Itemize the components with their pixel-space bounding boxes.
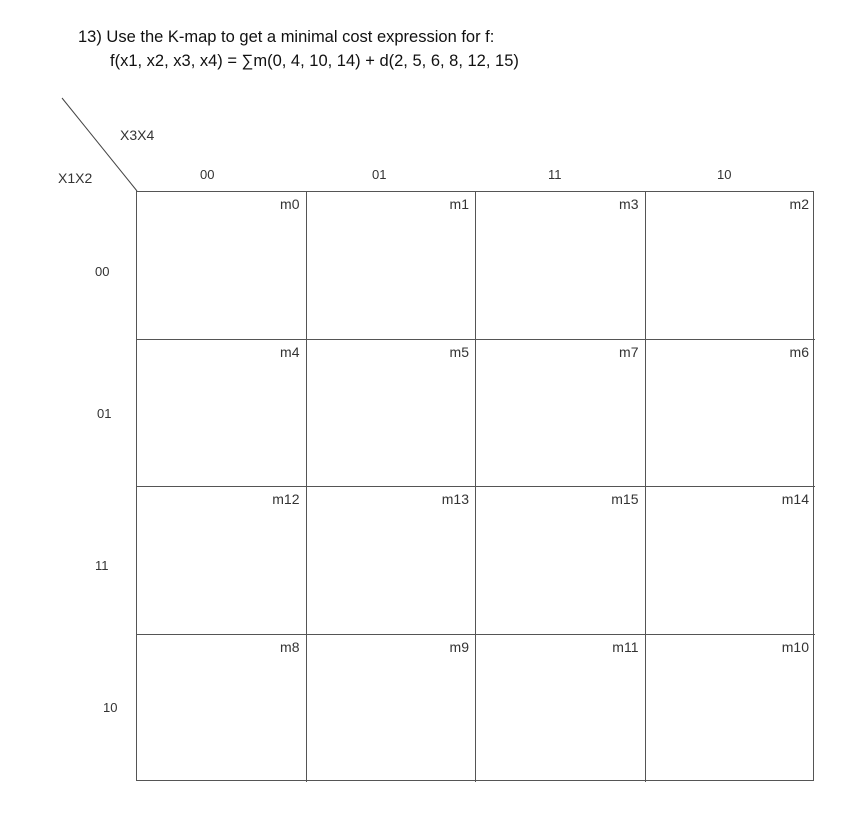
row-header-00: 00 [95,264,110,279]
minterm-label: m14 [781,491,809,507]
kmap-cell-m4 [137,340,307,488]
kmap-cell-m5 [307,340,477,488]
col-header-00: 00 [200,167,215,182]
kmap-cell-m3 [476,192,646,340]
minterm-label: m6 [789,343,809,360]
minterm-label: m11 [612,638,639,655]
minterm-label: m3 [619,196,639,212]
minterm-label: m13 [441,491,469,507]
minterm-label: m4 [280,343,300,360]
col-header-10: 10 [717,167,732,182]
question-expression: f(x1, x2, x3, x4) = ∑m(0, 4, 10, 14) + d(2, 5, 6, 8, 12, 15) [110,52,519,70]
kmap-cell-m12 [137,487,307,635]
kmap-cell-m13 [307,487,477,635]
kmap-cell-m6 [646,340,816,488]
kmap-cell-m0 [137,192,307,340]
kmap-cell-m9 [307,635,477,783]
row-var-label: X1X2 [58,170,93,186]
col-var-label: X3X4 [120,127,155,143]
minterm-label: m8 [280,638,300,655]
kmap-grid [136,191,814,781]
minterm-label: m10 [781,638,809,655]
minterm-label: m2 [789,196,809,212]
minterm-label: m0 [280,196,300,212]
kmap-cell-m10 [646,635,816,783]
minterm-label: m7 [619,343,639,360]
kmap-cell-m11 [476,635,646,783]
minterm-label: m5 [449,343,469,360]
row-header-10: 10 [103,700,118,715]
minterm-label: m9 [449,638,469,655]
minterm-label: m15 [611,491,639,507]
minterm-label: m12 [272,491,300,507]
kmap-cell-m1 [307,192,477,340]
row-header-01: 01 [97,406,112,421]
row-header-11: 11 [95,558,109,573]
kmap-cell-m7 [476,340,646,488]
minterm-label: m1 [449,196,469,212]
kmap-cell-m15 [476,487,646,635]
col-header-01: 01 [372,167,387,182]
question-title: 13) Use the K-map to get a minimal cost expression for f: [78,28,495,46]
kmap-cell-m8 [137,635,307,783]
kmap-cell-m2 [646,192,816,340]
col-header-11: 11 [548,167,562,182]
kmap-cell-m14 [646,487,816,635]
